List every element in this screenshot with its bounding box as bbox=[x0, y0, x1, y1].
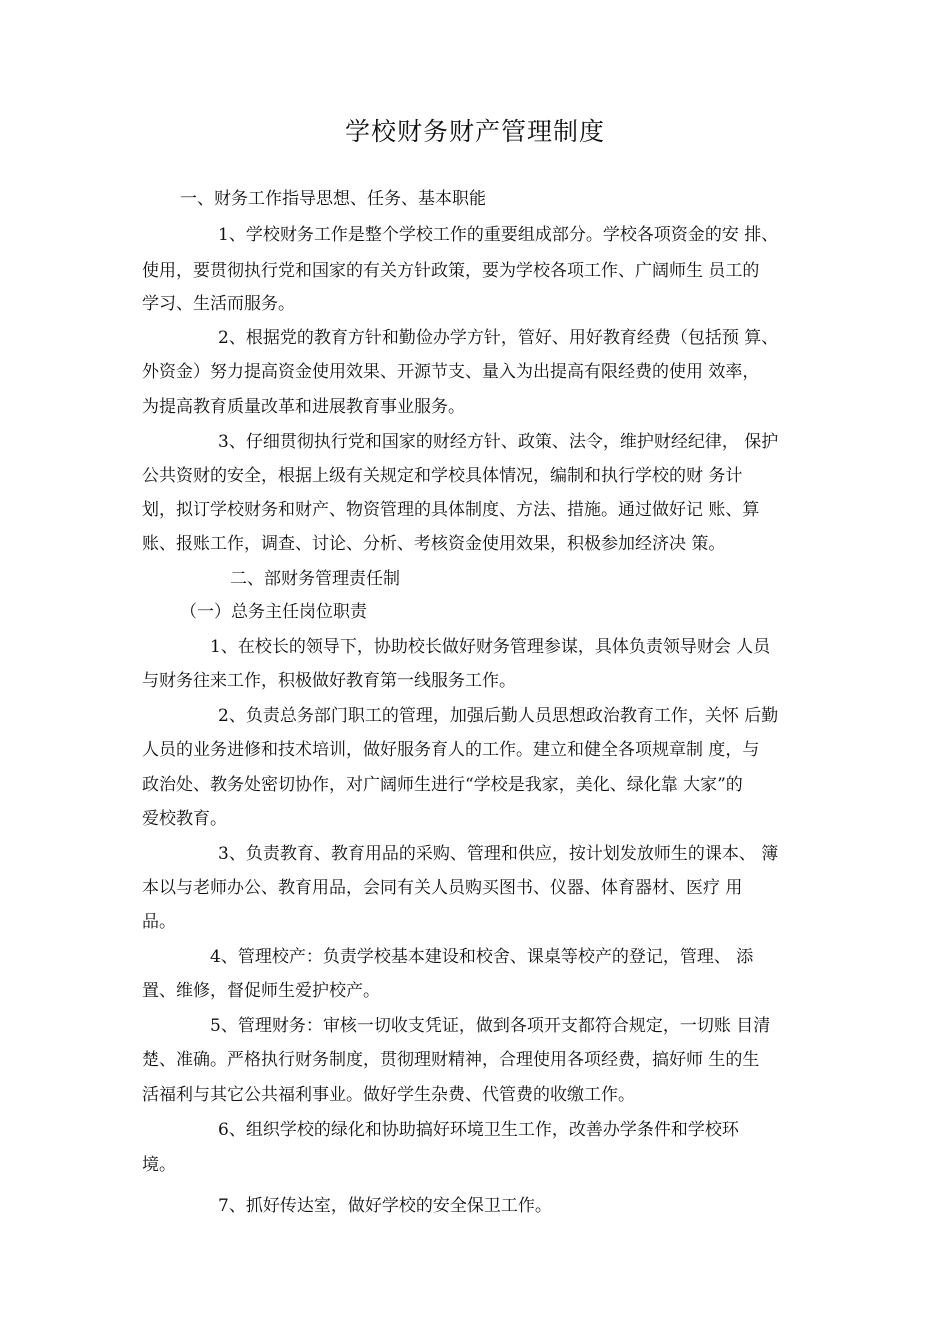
paragraph-line: 4、管理校产：负责学校基本建设和校舍、课桌等校产的登记，管理、 添 bbox=[210, 947, 754, 967]
paragraph-line: 学习、生活而服务。 bbox=[142, 294, 295, 314]
paragraph-line: 1、学校财务工作是整个学校工作的重要组成部分。学校各项资金的安 排、 bbox=[218, 225, 779, 245]
paragraph-line: 楚、准确。严格执行财务制度，贯彻理财精神，合理使用各项经费，搞好师 生的生 bbox=[142, 1050, 760, 1070]
paragraph-line: 与财务往来工作，积极做好教育第一线服务工作。 bbox=[142, 671, 516, 691]
section-heading: 一、财务工作指导思想、任务、基本职能 bbox=[180, 189, 486, 209]
paragraph-line: 爱校教育。 bbox=[142, 809, 227, 829]
paragraph-line: 公共资财的安全，根据上级有关规定和学校具体情况，编制和执行学校的财 务计 bbox=[142, 466, 743, 486]
paragraph-line: 2、负责总务部门职工的管理，加强后勤人员思想政治教育工作，关怀 后勤 bbox=[218, 706, 779, 726]
paragraph-line: 5、管理财务：审核一切收支凭证，做到各项开支都符合规定，一切账 目清 bbox=[210, 1016, 771, 1036]
paragraph-line: 划，拟订学校财务和财产、物资管理的具体制度、方法、措施。通过做好记 账、算 bbox=[142, 500, 760, 520]
document-title: 学校财务财产管理制度 bbox=[344, 117, 605, 146]
paragraph-line: 2、根据党的教育方针和勤俭办学方针，管好、用好教育经费（包括预 算、 bbox=[218, 328, 779, 348]
paragraph-line: 人员的业务进修和技术培训，做好服务育人的工作。建立和健全各项规章制 度，与 bbox=[142, 740, 760, 760]
paragraph-line: 为提高教育质量改革和进展教育事业服务。 bbox=[142, 397, 465, 417]
paragraph-line: 使用，要贯彻执行党和国家的有关方针政策，要为学校各项工作、广阔师生 员工的 bbox=[142, 261, 760, 281]
paragraph-line: 外资金）努力提高资金使用效果、开源节支、量入为出提高有限经费的使用 效率， bbox=[142, 362, 760, 382]
paragraph-line: 置、维修，督促师生爱护校产。 bbox=[142, 981, 380, 1001]
section-heading: 二、部财务管理责任制 bbox=[230, 569, 400, 589]
paragraph-line: 本以与老师办公、教育用品，会同有关人员购买图书、仪器、体育器材、医疗 用 bbox=[142, 878, 743, 898]
subsection-heading: （一）总务主任岗位职责 bbox=[180, 602, 367, 622]
paragraph-line: 政治处、教务处密切协作，对广阔师生进行“学校是我家，美化、绿化靠 大家”的 bbox=[142, 775, 743, 795]
paragraph-line: 活福利与其它公共福利事业。做好学生杂费、代管费的收缴工作。 bbox=[142, 1085, 635, 1105]
paragraph-line: 6、组织学校的绿化和协助搞好环境卫生工作，改善办学条件和学校环 bbox=[218, 1120, 739, 1140]
paragraph-line: 品。 bbox=[142, 912, 176, 932]
paragraph-line: 境。 bbox=[142, 1155, 176, 1175]
paragraph-line: 3、仔细贯彻执行党和国家的财经方针、政策、法令，维护财经纪律， 保护 bbox=[218, 432, 779, 452]
paragraph-line: 账、报账工作，调查、讨论、分析、考核资金使用效果，积极参加经济决 策。 bbox=[142, 534, 726, 554]
paragraph-line: 1、在校长的领导下，协助校长做好财务管理参谋，具体负责领导财会 人员 bbox=[210, 637, 771, 657]
paragraph-line: 7、抓好传达室，做好学校的安全保卫工作。 bbox=[218, 1196, 552, 1216]
paragraph-line: 3、负责教育、教育用品的采购、管理和供应，按计划发放师生的课本、 簿 bbox=[218, 844, 779, 864]
